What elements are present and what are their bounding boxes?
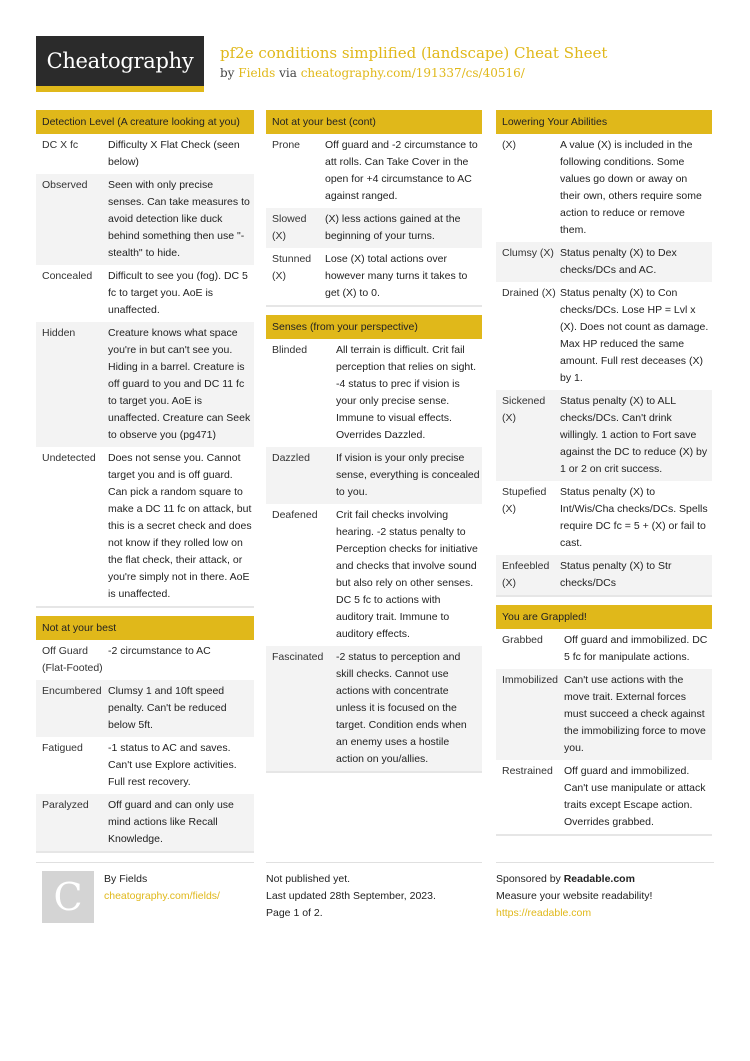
published-status: Not published yet. xyxy=(266,873,351,885)
table-row xyxy=(496,760,712,834)
row-definition: A value (X) is included in the following conditions. Some values go down or away on their own, others require some action to reduce or remove them. xyxy=(560,139,702,236)
sheet-byline xyxy=(220,66,525,80)
footer-status xyxy=(266,862,482,922)
row-definition: Off guard and immobilized. Can't use manipulate or attack traits except Escape action. Overrides grabbed. xyxy=(564,765,706,828)
last-updated: Last updated 28th September, 2023. xyxy=(266,890,436,902)
row-term: Immobilized xyxy=(502,674,559,686)
row-term: Slowed (X) xyxy=(272,213,307,242)
section-title: Detection Level (A creature looking at you) xyxy=(36,110,254,134)
sponsor-link[interactable]: https://readable.com xyxy=(496,907,592,919)
column-2 xyxy=(266,110,482,781)
row-definition: Difficult to see you (fog). DC 5 fc to target you. AoE is unaffected. xyxy=(108,270,248,316)
section-not-at-your-best-cont xyxy=(266,110,482,307)
table-row xyxy=(36,680,254,737)
row-definition: (X) less actions gained at the beginning of your turns. xyxy=(325,213,461,242)
table-row xyxy=(36,134,254,174)
cheatography-logo[interactable] xyxy=(36,36,204,92)
row-term: Enfeebled (X) xyxy=(502,560,550,589)
row-definition: Lose (X) total actions over however many turns it takes to get (X) to 0. xyxy=(325,253,468,299)
row-term: Undetected xyxy=(42,452,96,464)
row-definition: -2 circumstance to AC xyxy=(108,645,211,657)
table-row xyxy=(266,646,482,771)
table-row xyxy=(266,134,482,208)
row-definition: If vision is your only precise sense, everything is concealed to you. xyxy=(336,452,480,498)
row-term: Fatigued xyxy=(42,742,83,754)
table-row xyxy=(266,208,482,248)
byline-url-link[interactable]: cheatography.com/191337/cs/40516/ xyxy=(300,66,525,80)
sponsor-tagline: Measure your website readability! xyxy=(496,890,653,902)
row-term: Observed xyxy=(42,179,88,191)
row-term: Stunned (X) xyxy=(272,253,312,282)
table-row xyxy=(496,282,712,390)
row-definition: Status penalty (X) to Con checks/DCs. Lose HP = Lvl x (X). Does not count as damage. Max HP reduced the same amount. Full rest deceases (X) by 1. xyxy=(560,287,709,384)
section-title: Not at your best (cont) xyxy=(266,110,482,134)
column-3 xyxy=(496,110,712,844)
section-rows xyxy=(36,134,254,608)
row-definition: Difficulty X Flat Check (seen below) xyxy=(108,139,240,168)
row-term: Prone xyxy=(272,139,301,151)
byline-by: by xyxy=(220,66,235,80)
table-row xyxy=(496,242,712,282)
table-row xyxy=(36,447,254,606)
table-row xyxy=(266,339,482,447)
row-definition: Seen with only precise senses. Can take measures to avoid detection like duck behind something then use "-stealth" to hide. xyxy=(108,179,250,259)
footer-author-link[interactable]: cheatography.com/fields/ xyxy=(104,890,220,902)
row-definition: Creature knows what space you're in but can't see you. Hiding in a barrel. Creature is off guard to you and DC 11 fc to target you. AoE is unaffected. Creature can Seek to observe you (pg471) xyxy=(108,327,251,441)
row-term: Concealed xyxy=(42,270,93,282)
table-row xyxy=(496,134,712,242)
byline-author-link[interactable]: Fields xyxy=(238,66,276,80)
table-row xyxy=(36,322,254,447)
row-definition: All terrain is difficult. Crit fail perception that relies on sight. -4 status to prec if vision is your only precise sense. Immune to visual effects. Overrides Dazzled. xyxy=(336,344,477,441)
section-title: Senses (from your perspective) xyxy=(266,315,482,339)
row-definition: -1 status to AC and saves. Can't use Explore activities. Full rest recovery. xyxy=(108,742,237,788)
row-definition: Crit fail checks involving hearing. -2 status penalty to Perception checks for initiative and checks that involve sound but also rely on other senses. DC 5 fc to actions with auditory trait. Immune to auditory effects. xyxy=(336,509,478,640)
footer-author-name[interactable]: Fields xyxy=(119,873,148,885)
row-term: Deafened xyxy=(272,509,318,521)
row-term: Blinded xyxy=(272,344,308,356)
row-term: Drained (X) xyxy=(502,287,556,299)
logo-text: Cheatography xyxy=(46,49,194,73)
sponsor-name[interactable]: Readable.com xyxy=(563,873,635,885)
section-not-at-your-best xyxy=(36,616,254,853)
row-term: Sickened (X) xyxy=(502,395,546,424)
row-definition: Status penalty (X) to Dex checks/DCs and AC. xyxy=(560,247,677,276)
row-definition: Off guard and can only use mind actions like Recall Knowledge. xyxy=(108,799,234,845)
row-term: Off Guard (Flat-Footed) xyxy=(42,645,103,674)
row-term: Stupefied (X) xyxy=(502,486,547,515)
section-title: Not at your best xyxy=(36,616,254,640)
section-rows xyxy=(266,339,482,773)
row-term: Paralyzed xyxy=(42,799,89,811)
sponsor-prefix: Sponsored by xyxy=(496,873,561,885)
table-row xyxy=(36,174,254,265)
row-term: Grabbed xyxy=(502,634,543,646)
section-rows xyxy=(266,134,482,307)
row-definition: Off guard and immobilized. DC 5 fc for manipulate actions. xyxy=(564,634,708,663)
row-definition: Status penalty (X) to ALL checks/DCs. Can't drink willingly. 1 action to Fort save against the DC to reduce (X) by 1 or 2 on crit success. xyxy=(560,395,708,475)
row-definition: Clumsy 1 and 10ft speed penalty. Can't be reduced below 5ft. xyxy=(108,685,227,731)
avatar-letter: C xyxy=(53,874,83,919)
avatar[interactable] xyxy=(42,871,94,923)
section-rows xyxy=(496,629,712,836)
page-footer xyxy=(36,862,714,932)
table-row xyxy=(496,390,712,481)
byline-via: via xyxy=(279,66,297,80)
table-row xyxy=(36,737,254,794)
page-number: Page 1 of 2. xyxy=(266,907,323,919)
table-row xyxy=(36,640,254,680)
table-row xyxy=(36,265,254,322)
row-term: Hidden xyxy=(42,327,76,339)
row-definition: -2 status to perception and skill checks. Cannot use actions with concentrate unless it is focused on the target. Condition ends when an enemy uses a hostile action on you/allies. xyxy=(336,651,467,765)
table-row xyxy=(496,481,712,555)
table-row xyxy=(266,248,482,305)
row-definition: Status penalty (X) to Int/Wis/Cha checks/DCs. Spells require DC fc = 5 + (X) or fail to cast. xyxy=(560,486,708,549)
table-row xyxy=(496,669,712,760)
row-term: Dazzled xyxy=(272,452,310,464)
row-term: DC X fc xyxy=(42,139,79,151)
section-lowering-abilities xyxy=(496,110,712,597)
row-term: Restrained xyxy=(502,765,553,777)
row-definition: Does not sense you. Cannot target you and is off guard. Can pick a random square to make a DC 11 fc on attack, but this is a secret check and does not know if they rolled low on the flat check, their attack, or you're simply not in there. AoE is unaffected. xyxy=(108,452,252,600)
section-title: You are Grappled! xyxy=(496,605,712,629)
section-detection-level xyxy=(36,110,254,608)
section-senses xyxy=(266,315,482,773)
row-term: (X) xyxy=(502,139,516,151)
section-rows xyxy=(36,640,254,853)
page-header xyxy=(36,36,714,92)
row-term: Encumbered xyxy=(42,685,102,697)
table-row xyxy=(496,555,712,595)
row-definition: Can't use actions with the move trait. External forces must succeed a check against the immobilizing force to move you. xyxy=(564,674,706,754)
footer-by-label: By xyxy=(104,873,117,885)
footer-author xyxy=(36,862,254,919)
footer-author-info xyxy=(104,871,220,905)
row-definition: Off guard and -2 circumstance to att rolls. Can Take Cover in the open for +4 circumstance to AC against ranged. xyxy=(325,139,478,202)
table-row xyxy=(36,794,254,851)
table-row xyxy=(266,504,482,646)
row-definition: Status penalty (X) to Str checks/DCs xyxy=(560,560,672,589)
row-term: Clumsy (X) xyxy=(502,247,554,259)
row-term: Fascinated xyxy=(272,651,324,663)
table-row xyxy=(266,447,482,504)
section-title: Lowering Your Abilities xyxy=(496,110,712,134)
column-1 xyxy=(36,110,254,861)
footer-sponsor xyxy=(496,862,714,922)
sheet-title: pf2e conditions simplified (landscape) Cheat Sheet xyxy=(220,44,608,62)
section-grappled xyxy=(496,605,712,836)
section-rows xyxy=(496,134,712,597)
table-row xyxy=(496,629,712,669)
